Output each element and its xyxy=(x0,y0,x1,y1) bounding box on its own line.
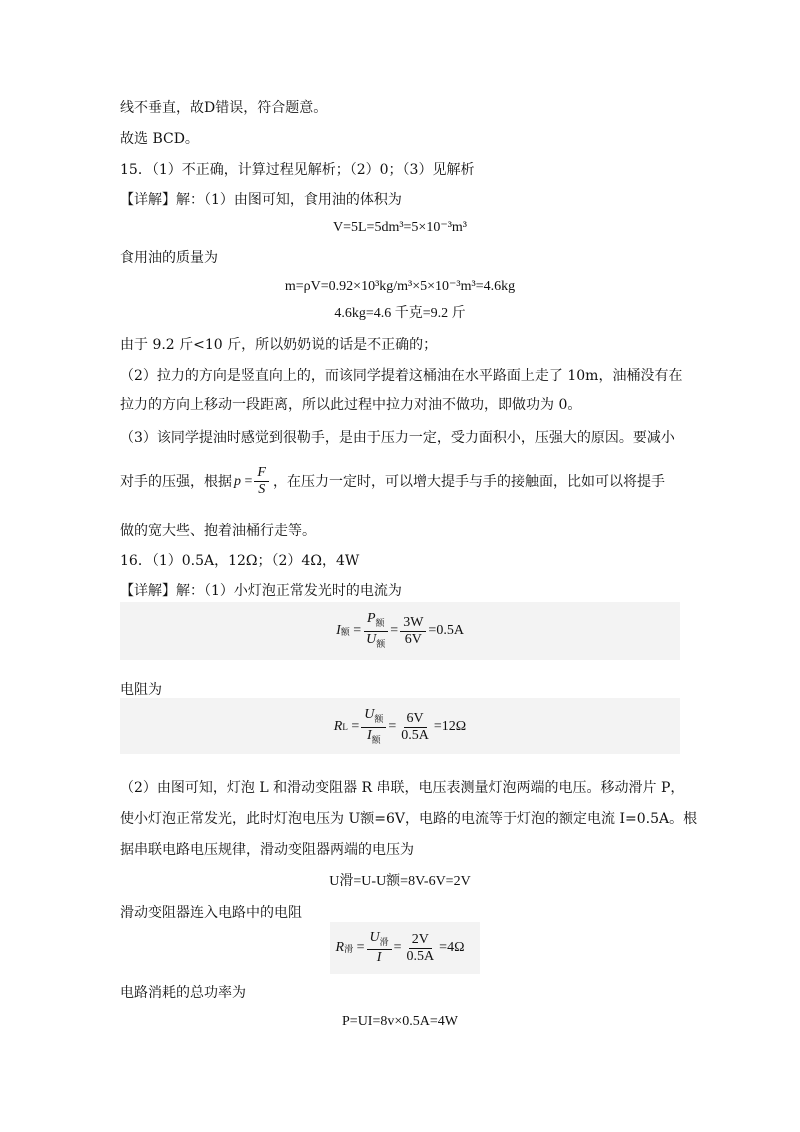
q16-eq-current: I 额 = $\frac{P_额}{U_额}$ = $\frac{3W}{6V}$ =0.5A xyxy=(336,610,464,649)
q15-eq-jin: 4.6kg=4.6 千克=9.2 斤 xyxy=(334,306,466,321)
q15-conclusion: 由于 9.2 斤<10 斤，所以奶奶说的话是不正确的； xyxy=(120,337,438,353)
q15-p3-line1: （3）该同学提油时感觉到很勒手，是由于压力一定，受力面积小，压强大的原因。要减小 xyxy=(120,430,675,446)
q15-eq-volume: V=5L=5dm³=5×10⁻³m³ xyxy=(332,220,467,235)
q16-answer: 16．（1）0.5A，12Ω；（2）4Ω，4W xyxy=(120,553,360,569)
q16-eq-rslide: R 滑 = $\frac{U_滑}{I}$ = $\frac{2V}{0.5A}$ =4Ω xyxy=(335,929,465,966)
q15-mass-label: 食用油的质量为 xyxy=(120,250,218,266)
q16-detail-intro: 【详解】解：（1）小灯泡正常发光时的电流为 xyxy=(120,583,402,599)
q16-rslide-label: 滑动变阻器连入电路中的电阻 xyxy=(120,905,302,921)
q15-answer: 15．（1）不正确，计算过程见解析；（2）0；（3）见解析 xyxy=(120,162,475,178)
q15-p3-line2 xyxy=(120,465,665,498)
q15-p3-line3: 做的宽大些、抱着油桶行走等。 xyxy=(120,523,316,539)
q16-eq-uslide: U滑=U-U额=8V-6V=2V xyxy=(329,874,471,889)
q15-p2-line1: （2）拉力的方向是竖直向上的，而该同学提着这桶油在水平路面上走了 10m，油桶没有在 xyxy=(120,368,683,384)
q15-p3-line2-a: 对手的压强，根据 xyxy=(120,473,232,490)
q15-p2-line2: 拉力的方向上移动一段距离，所以此过程中拉力对油不做功，即做功为 0。 xyxy=(120,397,582,413)
q15-detail-intro: 【详解】解：（1）由图可知，食用油的体积为 xyxy=(120,192,402,208)
q16-p2-line3: 据串联电路电压规律，滑动变阻器两端的电压为 xyxy=(120,842,414,858)
q16-eq-resistance: R L = $\frac{U_额}{I_额}$ = $\frac{6V}{0.5A}$ =12Ω xyxy=(333,706,467,745)
text-line: 故选 BCD。 xyxy=(120,131,199,147)
text-line: 线不垂直，故D错误，符合题意。 xyxy=(120,100,328,116)
q16-resistance-label: 电阻为 xyxy=(120,682,162,698)
q16-eq-power: P=UI=8v×0.5A=4W xyxy=(342,1014,458,1029)
q16-p2-line2: 使小灯泡正常发光，此时灯泡电压为 U额=6V，电路的电流等于灯泡的额定电流 I=0.5A。根 xyxy=(120,811,698,827)
q16-power-label: 电路消耗的总功率为 xyxy=(120,985,246,1001)
pressure-formula: p = $\frac{F}{S}$ xyxy=(234,465,271,498)
q15-p3-line2-b: ，在压力一定时，可以增大提手与手的接触面，比如可以将提手 xyxy=(272,473,665,490)
q15-eq-mass: m=ρV=0.92×10³kg/m³×5×10⁻³m³=4.6kg xyxy=(284,279,516,294)
q16-p2-line1: （2）由图可知，灯泡 L 和滑动变阻器 R 串联，电压表测量灯泡两端的电压。移动滑片 P， xyxy=(120,780,685,796)
